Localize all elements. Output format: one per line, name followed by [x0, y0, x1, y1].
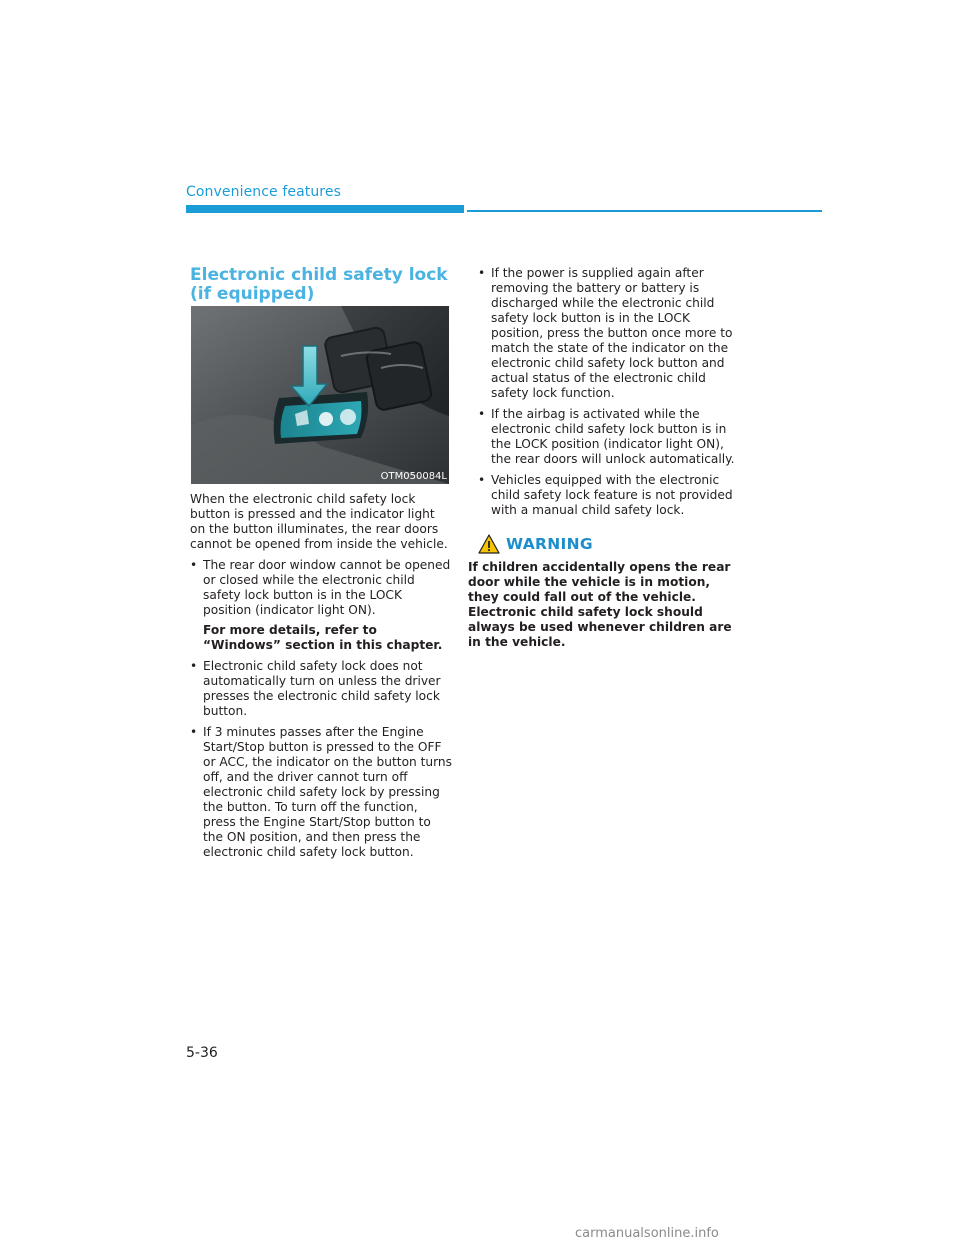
list-item-text: The rear door window cannot be opened or closed while the electronic child safety lock button is in the LOCK position (indicator light ON). — [203, 558, 451, 617]
bullet-dot: • — [478, 407, 486, 421]
intro-paragraph: When the electronic child safety lock button is pressed and the indicator light on the button illuminates, the rear doors cannot be opened from inside the vehicle. — [190, 492, 448, 551]
section-title: Electronic child safety lock (if equipped) — [190, 265, 448, 304]
left-column — [190, 492, 452, 866]
list-item — [190, 659, 452, 719]
warning-label: WARNING — [506, 535, 593, 553]
right-column — [468, 266, 736, 650]
list-item — [190, 558, 452, 653]
list-item-text: Electronic child safety lock does not automatically turn on unless the driver presses the electronic child safety lock button. — [203, 659, 441, 718]
list-item-text: If the power is supplied again after removing the battery or battery is discharged while the electronic child safety lock button is in the LOCK position, press the button once more to match the state of the indicator on the electronic child safety lock button and actual status of the electronic child safety lock function. — [491, 266, 733, 400]
left-bullet-list — [190, 558, 452, 860]
header-rule-thick — [186, 205, 464, 213]
bullet-dot: • — [478, 473, 486, 487]
bullet-dot: • — [478, 266, 486, 280]
bullet-dot: • — [190, 725, 198, 739]
figure-code: OTM050084L — [380, 471, 447, 482]
child-lock-button-photo — [191, 306, 449, 484]
watermark: carmanualsonline.info — [575, 1226, 719, 1241]
list-item-text: If the airbag is activated while the electronic child safety lock button is in the LOCK position (indicator light ON), the rear doors will unlock automatically. — [491, 407, 735, 466]
list-item — [478, 473, 736, 518]
warning-text: If children accidentally opens the rear door while the vehicle is in motion, they could fall out of the vehicle. Electronic child safety lock should always be used whenever children are in the vehicle. — [468, 560, 732, 649]
list-item-text: Vehicles equipped with the electronic child safety lock feature is not provided with a manual child safety lock. — [491, 473, 733, 517]
list-item — [190, 725, 452, 860]
list-item-text: If 3 minutes passes after the Engine Start/Stop button is pressed to the OFF or ACC, the indicator on the button turns off, and the driver cannot turn off electronic child safety lock by pressing the button. To turn off the function, press the Engine Start/Stop button to the ON position, and then press the electronic child safety lock button. — [203, 725, 453, 859]
header-rule-thin — [467, 210, 822, 212]
cross-reference-note: For more details, refer to “Windows” section in this chapter. — [203, 623, 443, 652]
page-number: 5-36 — [186, 1045, 218, 1061]
list-item — [478, 407, 736, 467]
running-header: Convenience features — [186, 184, 341, 200]
warning-heading — [478, 534, 736, 554]
bullet-dot: • — [190, 558, 198, 572]
right-bullet-list — [478, 266, 736, 518]
list-item — [478, 266, 736, 401]
bullet-dot: • — [190, 659, 198, 673]
warning-triangle-icon — [478, 534, 500, 554]
